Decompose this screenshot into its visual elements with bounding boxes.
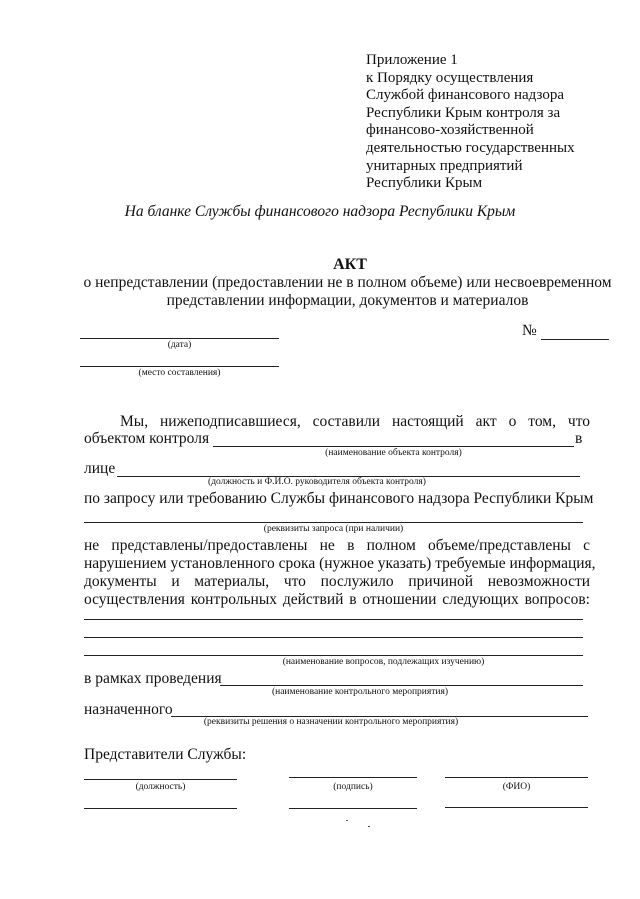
object-field-line[interactable] xyxy=(213,446,574,447)
assigned-caption: (реквизиты решения о назначении контрольного мероприятия) xyxy=(203,717,459,727)
appendix-line: Республики Крым контроля за xyxy=(366,104,561,121)
appendix-line: Республики Крым xyxy=(366,175,483,192)
position-line[interactable] xyxy=(84,779,237,780)
questions-caption: (наименование вопросов, подлежащих изучению) xyxy=(282,657,485,667)
within-caption: (наименование контрольного мероприятия) xyxy=(271,687,449,697)
subtitle-line: представлении информации, документов и материалов xyxy=(166,291,529,309)
document-subtitle xyxy=(0,274,640,309)
paragraph-line: осуществления контрольных действий в отношении следующих вопросов: xyxy=(84,591,590,608)
questions-line[interactable] xyxy=(84,637,583,638)
assigned-label: назначенного xyxy=(84,701,173,718)
paragraph-line: нарушением установленного срока (нужное указать) требуемые информация, xyxy=(84,555,596,572)
intro-line: Мы, нижеподписавшиеся, составили настоящий акт о том, что xyxy=(120,413,591,430)
signature-line[interactable] xyxy=(289,777,417,778)
document-title: АКТ xyxy=(333,256,367,273)
paragraph-line: не представлены/предоставлены не в полном объеме/представлены с xyxy=(84,537,591,554)
number-label: № xyxy=(522,322,537,339)
within-field-line[interactable] xyxy=(220,685,583,686)
subtitle-line: о непредставлении (предоставлении не в полном объеме) или несвоевременном xyxy=(83,274,612,291)
appendix-line: Службой финансового надзора xyxy=(366,87,564,104)
scan-speck xyxy=(368,826,370,827)
appendix-line: к Порядку осуществления xyxy=(366,69,534,86)
questions-line[interactable] xyxy=(84,619,583,620)
date-caption: (дата) xyxy=(167,340,192,350)
place-caption: (место составления) xyxy=(138,368,221,378)
appendix-block xyxy=(366,52,636,193)
questions-line[interactable] xyxy=(84,655,583,656)
date-field-line[interactable] xyxy=(80,338,279,339)
appendix-line: унитарных предприятий xyxy=(366,157,523,174)
place-field-line[interactable] xyxy=(80,366,279,367)
position-line[interactable] xyxy=(84,808,237,809)
appendix-line: деятельностью государственных xyxy=(366,139,575,156)
object-label: объектом контроля xyxy=(84,430,210,447)
request-caption: (реквизиты запроса (при наличии) xyxy=(263,524,404,534)
within-label: в рамках проведения xyxy=(84,670,222,687)
person-caption: (должность и Ф.И.О. руководителя объекта контроля) xyxy=(208,477,426,487)
position-caption: (должность) xyxy=(135,782,186,792)
request-field-line[interactable] xyxy=(84,522,583,523)
name-caption: (ФИО) xyxy=(502,782,531,792)
appendix-line: финансово-хозяйственной xyxy=(366,122,534,139)
signature-line[interactable] xyxy=(289,808,417,809)
person-label: лице xyxy=(84,460,116,477)
object-suffix: в xyxy=(575,430,583,447)
object-caption: (наименование объекта контроля) xyxy=(325,448,462,458)
name-line[interactable] xyxy=(445,777,588,778)
paragraph-line: документы и материалы, что послужило причиной невозможности xyxy=(84,573,591,590)
name-line[interactable] xyxy=(445,807,588,808)
appendix-line: Приложение 1 xyxy=(366,52,458,68)
request-text: по запросу или требованию Службы финансового надзора Республики Крым xyxy=(84,490,594,507)
signatures-heading: Представители Службы: xyxy=(84,746,247,763)
signature-caption: (подпись) xyxy=(333,782,373,792)
number-field-line[interactable] xyxy=(541,339,609,340)
scan-speck xyxy=(346,820,348,821)
letterhead-note: На бланке Службы финансового надзора Республики Крым xyxy=(124,203,516,220)
